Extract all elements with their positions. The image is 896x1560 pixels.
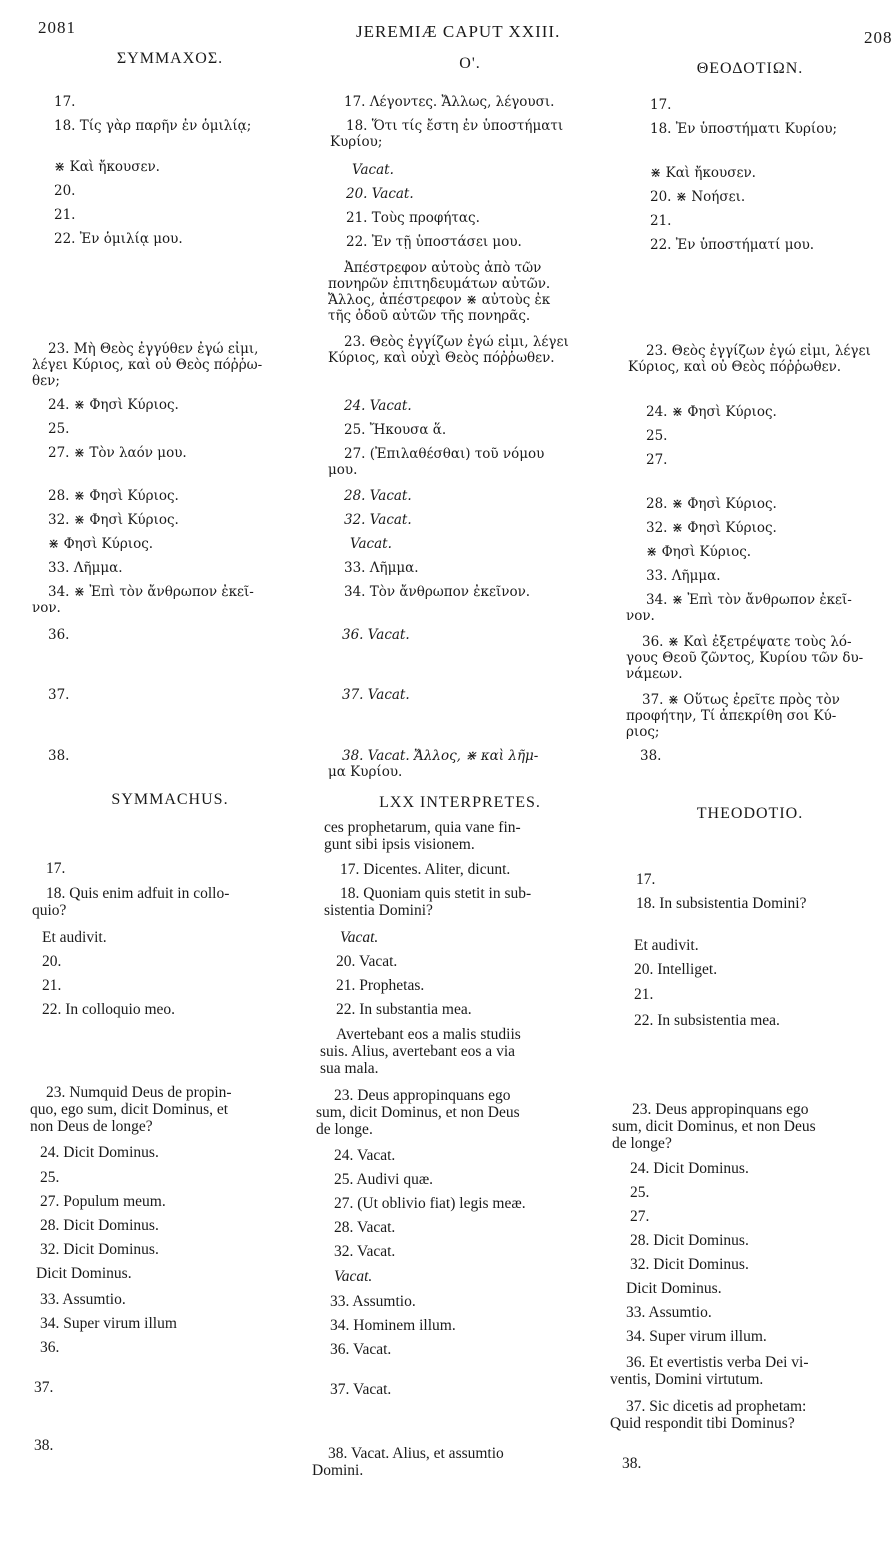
text-line: λέγει Κύριος, καὶ οὐ Θεὸς πόῤῥω- <box>32 357 263 373</box>
text-line: 32. Vacat. <box>344 512 412 528</box>
text-line: 24. Vacat. <box>334 1147 396 1164</box>
text-line: 23. Numquid Deus de propin- <box>46 1084 232 1101</box>
text-line: 24. Dicit Dominus. <box>630 1160 749 1177</box>
text-line: gunt sibi ipsis visionem. <box>324 836 475 853</box>
text-line: 36. <box>48 627 70 643</box>
text-line: 33. Assumtio. <box>40 1291 126 1308</box>
text-line: sum, dicit Dominus, et non Deus <box>316 1104 520 1121</box>
text-line: 25. Ἤκουσα ἅ. <box>344 422 447 438</box>
text-line: suis. Alius, avertebant eos a via <box>320 1043 515 1060</box>
page-number-left: 2081 <box>38 18 76 37</box>
text-line: 32. Dicit Dominus. <box>630 1256 749 1273</box>
text-line: μου. <box>328 462 358 478</box>
text-line: 18. Ὅτι τίς ἔστη ἐν ὑποστήματι <box>346 118 564 134</box>
text-line: νον. <box>32 600 61 616</box>
text-line: 34. Super virum illum. <box>626 1328 767 1345</box>
text-line: 33. Λῆμμα. <box>48 560 123 576</box>
text-line: Vacat. <box>350 536 392 552</box>
text-line: 33. Λῆμμα. <box>344 560 419 576</box>
text-line: 20. ⋇ Νοήσει. <box>650 189 746 205</box>
text-line: Quid respondit tibi Dominus? <box>610 1415 795 1432</box>
text-line: 17. <box>54 94 76 110</box>
text-line: ⋇ Καὶ ἤκουσεν. <box>54 159 160 175</box>
text-line: νάμεων. <box>626 666 683 682</box>
text-line: 33. Assumtio. <box>330 1293 416 1310</box>
text-line: 17. <box>46 860 66 877</box>
text-line: 37. Vacat. <box>330 1381 392 1398</box>
text-line: 21. <box>42 977 62 994</box>
text-line: quo, ego sum, dicit Dominus, et <box>30 1101 229 1118</box>
text-line: 37. <box>34 1379 54 1396</box>
greek-heading-lxx: Ο'. <box>459 55 481 72</box>
text-line: 22. Ἐν τῇ ὑποστάσει μου. <box>346 234 522 250</box>
text-line: ⋇ Καὶ ἤκουσεν. <box>650 165 756 181</box>
text-line: 21. <box>54 207 76 223</box>
text-line: 23. Deus appropinquans ego <box>334 1087 511 1104</box>
text-line: 20. <box>54 183 76 199</box>
text-line: Κύριος, καὶ οὐχὶ Θεὸς πόῤῥωθεν. <box>328 350 555 366</box>
text-line: 27. ⋇ Τὸν λαόν μου. <box>48 445 187 461</box>
text-line: 18. Quis enim adfuit in collo- <box>46 885 230 902</box>
text-line: 22. In colloquio meo. <box>42 1001 176 1018</box>
text-line: 22. Ἐν ὑποστήματί μου. <box>650 237 815 253</box>
running-title: JEREMIÆ CAPUT XXIII. <box>356 22 561 41</box>
text-line: 32. Dicit Dominus. <box>40 1241 159 1258</box>
text-line: 17. Λέγοντες. Ἄλλως, λέγουσι. <box>344 94 555 110</box>
text-line: 34. ⋇ Ἐπὶ τὸν ἄνθρωπον ἐκεῖ- <box>646 592 852 608</box>
text-line: 21. Τοὺς προφήτας. <box>346 210 480 226</box>
text-line: 18. Quoniam quis stetit in sub- <box>340 885 532 902</box>
text-line: θεν; <box>32 373 60 389</box>
text-line: Et audivit. <box>634 937 699 954</box>
text-line: ventis, Domini virtutum. <box>610 1371 764 1388</box>
page-number-right: 208 <box>864 28 893 47</box>
text-line: 32. Vacat. <box>334 1243 396 1260</box>
text-line: 25. Audivi quæ. <box>334 1171 434 1188</box>
text-line: 27. (Ἐπιλαθέσθαι) τοῦ νόμου <box>344 446 545 462</box>
text-line: 23. Deus appropinquans ego <box>632 1101 809 1118</box>
text-line: 20. Vacat. <box>336 953 398 970</box>
text-line: 22. Ἐν ὁμιλίᾳ μου. <box>54 231 183 247</box>
latin-heading-lxx: LXX INTERPRETES. <box>379 794 541 811</box>
text-line: Dicit Dominus. <box>626 1280 722 1297</box>
text-line: 38. Vacat. Alius, et assumtio <box>328 1445 504 1462</box>
text-line: 20. Intelliget. <box>634 961 718 978</box>
text-line: πονηρῶν ἐπιτηδευμάτων αὐτῶν. <box>328 276 551 292</box>
text-line: 27. <box>630 1208 650 1225</box>
text-line: 21. <box>650 213 672 229</box>
text-line: 21. <box>634 986 654 1003</box>
text-line: Vacat. <box>352 162 394 178</box>
text-line: 18. Ἐν ὑποστήματι Κυρίου; <box>650 121 838 137</box>
text-line: Ἄλλος, ἀπέστρεφον ⋇ αὐτοὺς ἐκ <box>328 292 551 308</box>
text-line: 18. In subsistentia Domini? <box>636 895 807 912</box>
text-line: 23. Μὴ Θεὸς ἐγγύθεν ἐγώ εἰμι, <box>48 341 259 357</box>
text-line: 34. Τὸν ἄνθρωπον ἐκεῖνον. <box>344 584 531 600</box>
text-line: 24. ⋇ Φησὶ Κύριος. <box>646 404 777 420</box>
text-line: 17. <box>650 97 672 113</box>
text-line: ces prophetarum, quia vane fin- <box>324 819 521 836</box>
text-line: προφήτην, Τί ἀπεκρίθη σοι Κύ- <box>626 708 837 724</box>
greek-heading-symmachus: ΣΥΜΜΑΧΟΣ. <box>116 50 224 67</box>
text-line: non Deus de longe? <box>30 1118 153 1135</box>
text-line: 23. Θεὸς ἐγγίζων ἐγώ εἰμι, λέγει <box>646 343 871 359</box>
greek-heading-theodotion: ΘΕΟΔΟΤΙΩΝ. <box>696 60 804 77</box>
text-line: Κύριος, καὶ οὐ Θεὸς πόῤῥωθεν. <box>628 359 842 375</box>
text-line: 34. Hominem illum. <box>330 1317 456 1334</box>
text-line: 24. Dicit Dominus. <box>40 1144 159 1161</box>
text-line: 34. ⋇ Ἐπὶ τὸν ἄνθρωπον ἐκεῖ- <box>48 584 254 600</box>
text-line: 27. (Ut oblivio fiat) legis meæ. <box>334 1195 526 1212</box>
text-line: Avertebant eos a malis studiis <box>336 1026 521 1043</box>
text-line: de longe. <box>316 1121 373 1138</box>
text-line: Dicit Dominus. <box>36 1265 132 1282</box>
text-line: Κυρίου; <box>330 134 383 150</box>
text-line: 25. <box>48 421 70 437</box>
text-line: 38. <box>34 1437 54 1454</box>
text-line: Vacat. <box>334 1268 373 1285</box>
text-line: ⋇ Φησὶ Κύριος. <box>48 536 154 552</box>
text-line: 32. ⋇ Φησὶ Κύριος. <box>48 512 179 528</box>
text-line: Domini. <box>312 1462 364 1479</box>
text-line: 24. Vacat. <box>344 398 412 414</box>
text-line: 36. Vacat. <box>342 627 410 643</box>
text-line: 36. ⋇ Καὶ ἐξετρέψατε τοὺς λό- <box>642 634 852 650</box>
text-line: νον. <box>626 608 655 624</box>
text-line: 21. Prophetas. <box>336 977 425 994</box>
text-line: ⋇ Φησὶ Κύριος. <box>646 544 752 560</box>
text-line: 34. Super virum illum <box>40 1315 177 1332</box>
text-line: 33. Λῆμμα. <box>646 568 721 584</box>
text-line: 33. Assumtio. <box>626 1304 712 1321</box>
text-line: 20. <box>42 953 62 970</box>
text-line: 28. ⋇ Φησὶ Κύριος. <box>48 488 179 504</box>
text-line: 27. Populum meum. <box>40 1193 166 1210</box>
text-line: Et audivit. <box>42 929 107 946</box>
text-line: 38. Vacat. Ἄλλος, ⋇ καὶ λῆμ- <box>342 748 539 764</box>
text-line: 36. <box>40 1339 60 1356</box>
text-line: 24. ⋇ Φησὶ Κύριος. <box>48 397 179 413</box>
text-line: 38. <box>48 748 70 764</box>
text-line: 18. Τίς γὰρ παρῆν ἐν ὁμιλίᾳ; <box>54 118 252 134</box>
text-line: 38. <box>640 748 662 764</box>
text-line: 37. <box>48 687 70 703</box>
latin-heading-symmachus: SYMMACHUS. <box>111 791 229 808</box>
text-line: sistentia Domini? <box>324 902 433 919</box>
text-line: γους Θεοῦ ζῶντος, Κυρίου τῶν δυ- <box>626 650 864 666</box>
text-line: 32. ⋇ Φησὶ Κύριος. <box>646 520 777 536</box>
text-line: 23. Θεὸς ἐγγίζων ἐγώ εἰμι, λέγει <box>344 334 569 350</box>
text-line: Ἀπέστρεφον αὐτοὺς ἀπὸ τῶν <box>344 260 542 276</box>
latin-heading-theodotion: THEODOTIO. <box>696 805 804 822</box>
text-line: 37. Sic dicetis ad prophetam: <box>626 1398 807 1415</box>
text-line: 37. Vacat. <box>342 687 410 703</box>
text-line: 27. <box>646 452 668 468</box>
text-line: 36. Vacat. <box>330 1341 392 1358</box>
text-line: sum, dicit Dominus, et non Deus <box>612 1118 816 1135</box>
text-line: 28. ⋇ Φησὶ Κύριος. <box>646 496 777 512</box>
text-line: 28. Dicit Dominus. <box>40 1217 159 1234</box>
text-line: de longe? <box>612 1135 672 1152</box>
text-line: Vacat. <box>340 929 379 946</box>
text-line: 36. Et evertistis verba Dei vi- <box>626 1354 809 1371</box>
text-line: 37. ⋇ Οὕτως ἐρεῖτε πρὸς τὸν <box>642 692 840 708</box>
text-line: 28. Dicit Dominus. <box>630 1232 749 1249</box>
text-line: μα Κυρίου. <box>328 764 403 780</box>
text-line: τῆς ὁδοῦ αὐτῶν τῆς πονηρᾶς. <box>328 308 531 324</box>
text-line: 25. <box>630 1184 650 1201</box>
text-line: 22. In subsistentia mea. <box>634 1012 780 1029</box>
text-line: 28. Vacat. <box>334 1219 396 1236</box>
text-line: 25. <box>40 1169 60 1186</box>
text-line: sua mala. <box>320 1060 379 1077</box>
text-line: 17. <box>636 871 656 888</box>
text-line: 28. Vacat. <box>344 488 412 504</box>
text-line: 20. Vacat. <box>346 186 414 202</box>
text-line: quio? <box>32 902 67 919</box>
text-line: 17. Dicentes. Aliter, dicunt. <box>340 861 511 878</box>
text-line: 22. In substantia mea. <box>336 1001 472 1018</box>
text-line: 38. <box>622 1455 642 1472</box>
text-line: 25. <box>646 428 668 444</box>
text-line: ριος; <box>626 724 660 740</box>
